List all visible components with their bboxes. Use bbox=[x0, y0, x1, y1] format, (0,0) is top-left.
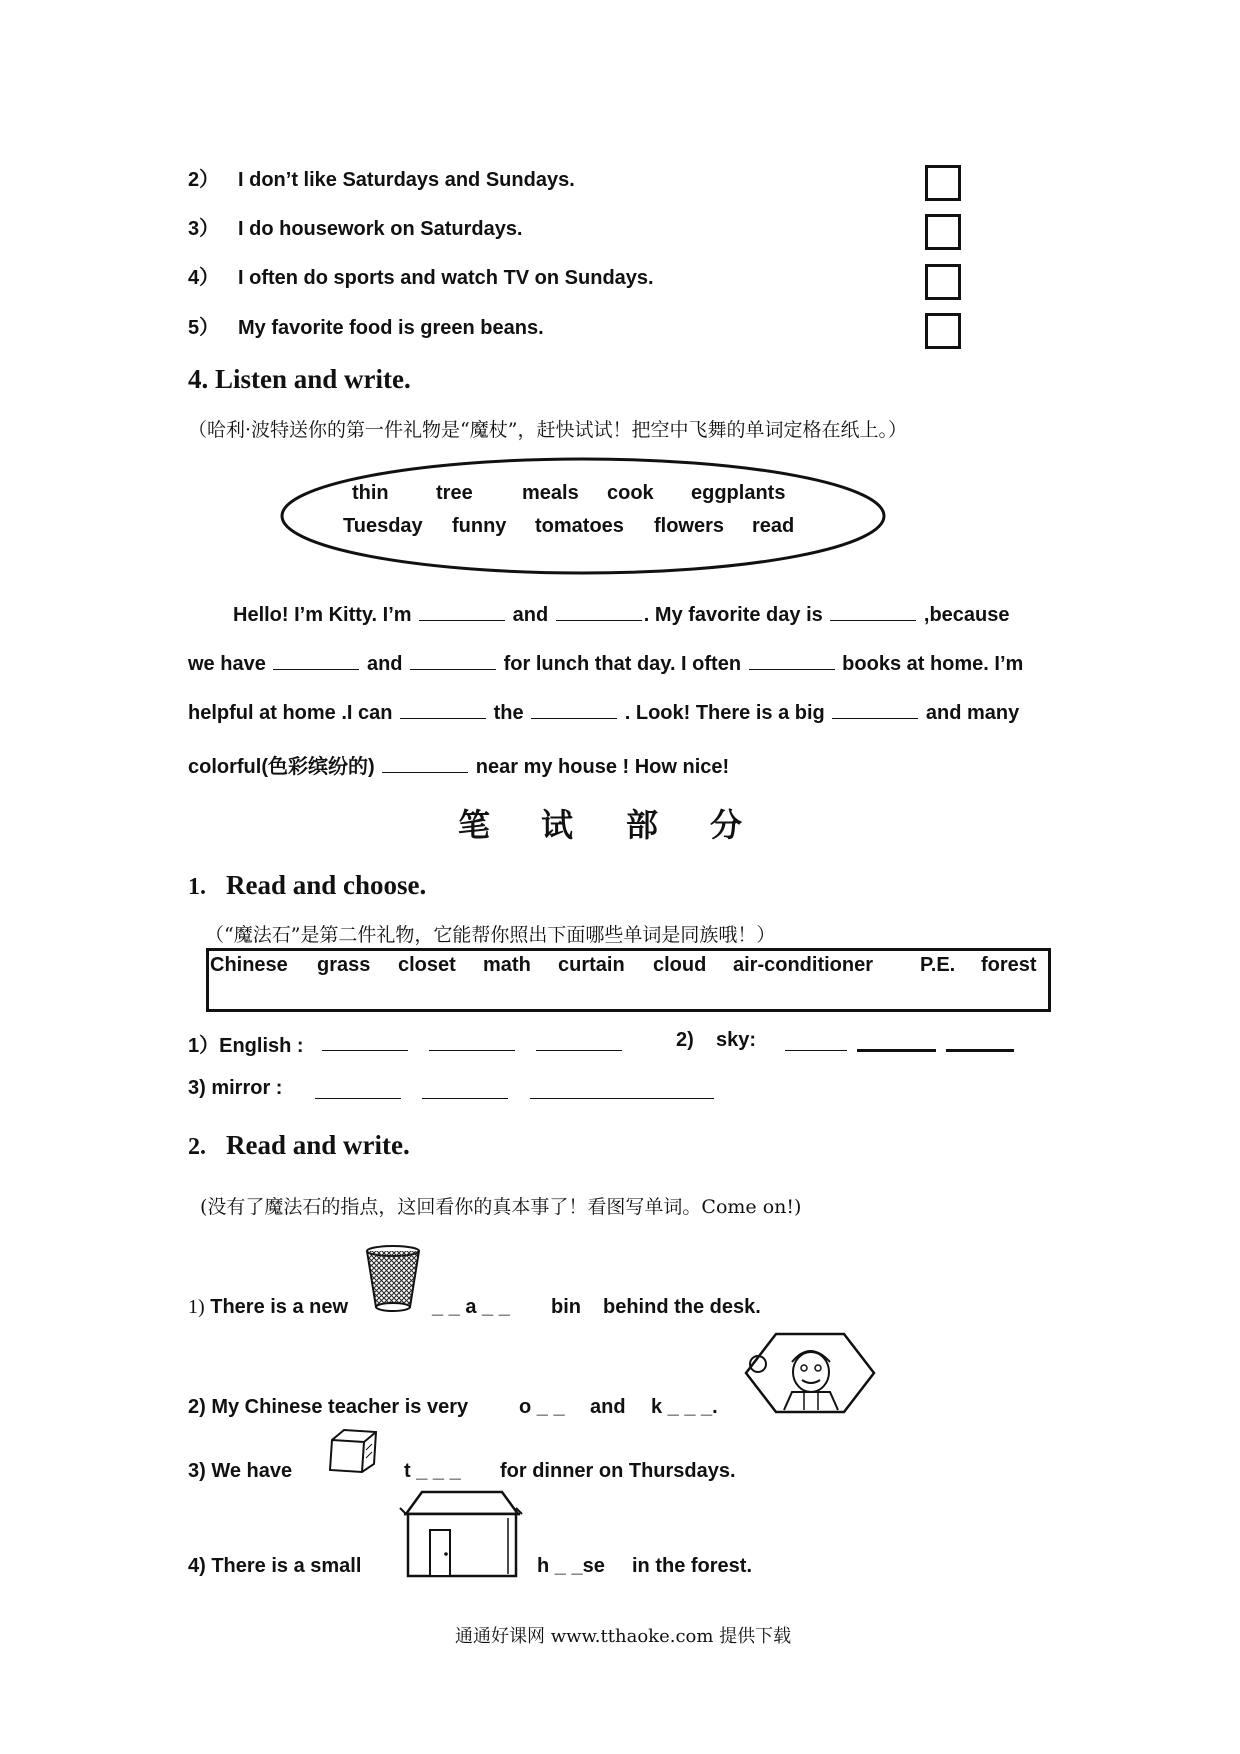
word-air-conditioner: air-conditioner bbox=[733, 954, 874, 976]
item-text: My favorite food is green beans. bbox=[238, 317, 544, 339]
listen-item-5 bbox=[188, 311, 544, 340]
word-puzzle[interactable]: k _ _ _. bbox=[651, 1396, 718, 1418]
passage-line-2 bbox=[188, 653, 1023, 676]
passage-line-1 bbox=[233, 604, 1010, 627]
word-closet: closet bbox=[398, 954, 456, 976]
answer-box-3[interactable] bbox=[925, 214, 961, 250]
item-number: 3） bbox=[188, 218, 220, 240]
question-text: in the forest. bbox=[632, 1555, 753, 1577]
question-text: behind the desk. bbox=[603, 1296, 761, 1318]
answer-blank[interactable] bbox=[830, 619, 916, 621]
word-forest: forest bbox=[981, 954, 1037, 976]
word-puzzle[interactable]: t _ _ _ bbox=[404, 1460, 461, 1482]
answer-box-4[interactable] bbox=[925, 264, 961, 300]
section-number: 1. bbox=[188, 874, 206, 900]
passage-text: for lunch that day. I often bbox=[503, 653, 742, 675]
item-number: 4） bbox=[188, 267, 220, 289]
passage-text: and bbox=[512, 604, 549, 626]
word-puzzle[interactable]: _ _ a _ _ bbox=[432, 1296, 510, 1318]
answer-blank[interactable] bbox=[556, 619, 642, 621]
question-text: bin bbox=[551, 1296, 581, 1318]
listen-item-3 bbox=[188, 212, 523, 241]
passage-text: Hello! I’m Kitty. I’m bbox=[233, 604, 412, 626]
passage-text: helpful at home .I can bbox=[188, 702, 393, 724]
written-part-title-char: 部 bbox=[626, 806, 659, 844]
question-text: for dinner on Thursdays. bbox=[500, 1460, 736, 1482]
item-text: I do housework on Saturdays. bbox=[238, 218, 523, 240]
section-number: 2. bbox=[188, 1134, 206, 1160]
word-puzzle[interactable]: h _ _se bbox=[537, 1555, 605, 1577]
word-flowers: flowers bbox=[654, 515, 725, 537]
word-meals: meals bbox=[522, 482, 579, 504]
passage-text: books at home. I’m bbox=[842, 653, 1024, 675]
answer-blank[interactable] bbox=[832, 717, 918, 719]
section-note: （哈利·波特送你的第一件礼物是“魔杖”，赶快试试！把空中飞舞的单词定格在纸上。） bbox=[188, 419, 907, 441]
word-chinese: Chinese bbox=[210, 954, 288, 976]
answer-box-5[interactable] bbox=[925, 313, 961, 349]
old-teacher-picture bbox=[742, 1330, 878, 1416]
question-text: There is a new bbox=[210, 1296, 349, 1318]
item-number: 2） bbox=[188, 169, 220, 191]
passage-line-3 bbox=[188, 702, 1019, 725]
tofu-picture bbox=[326, 1426, 382, 1476]
answer-box-2[interactable] bbox=[925, 165, 961, 201]
answer-line[interactable] bbox=[536, 1050, 622, 1051]
passage-text: . Look! There is a big bbox=[624, 702, 825, 724]
word-tuesday: Tuesday bbox=[343, 515, 423, 537]
word-funny: funny bbox=[452, 515, 507, 537]
question-sky-label: sky: bbox=[716, 1029, 757, 1051]
question-4-text: 4) There is a small bbox=[188, 1555, 362, 1577]
passage-line-4 bbox=[188, 750, 729, 779]
section-note: （“魔法石”是第二件礼物，它能帮你照出下面哪些单词是同族哦！） bbox=[205, 924, 776, 946]
footer-source: 通通好课网 www.tthaoke.com 提供下载 bbox=[455, 1626, 792, 1647]
question-number: 2) bbox=[676, 1029, 694, 1051]
word-curtain: curtain bbox=[558, 954, 625, 976]
answer-line[interactable] bbox=[857, 1049, 936, 1052]
section-heading-read-choose bbox=[188, 870, 426, 901]
answer-line[interactable] bbox=[429, 1050, 515, 1051]
written-part-title-char: 试 bbox=[541, 806, 574, 844]
section-note: (没有了魔法石的指点，这回看你的真本事了！看图写单词。Come on!) bbox=[200, 1196, 802, 1218]
passage-text: the bbox=[493, 702, 524, 724]
listen-item-2 bbox=[188, 163, 575, 192]
question-3-text: 3) We have bbox=[188, 1460, 293, 1482]
word-puzzle[interactable]: o _ _ bbox=[519, 1396, 565, 1418]
section-title: Read and write. bbox=[226, 1130, 410, 1160]
passage-text: colorful(色彩缤纷的) bbox=[188, 756, 375, 778]
written-part-title-char: 分 bbox=[710, 806, 743, 844]
word-read: read bbox=[752, 515, 795, 537]
answer-blank[interactable] bbox=[382, 771, 468, 773]
section-title: Read and choose. bbox=[226, 870, 427, 900]
passage-text: and many bbox=[925, 702, 1020, 724]
question-mirror-label: 3) mirror : bbox=[188, 1077, 283, 1099]
question-english-label: 1）English : bbox=[188, 1035, 304, 1057]
answer-blank[interactable] bbox=[531, 717, 617, 719]
section-heading-read-write bbox=[188, 1130, 410, 1161]
passage-text: . My favorite day is bbox=[643, 604, 823, 626]
passage-text: and bbox=[366, 653, 403, 675]
word-thin: thin bbox=[352, 482, 389, 504]
listen-item-4 bbox=[188, 261, 654, 290]
word-pe: P.E. bbox=[920, 954, 956, 976]
item-text: I often do sports and watch TV on Sundays. bbox=[238, 267, 654, 289]
answer-blank[interactable] bbox=[273, 668, 359, 670]
answer-blank[interactable] bbox=[410, 668, 496, 670]
passage-text: near my house ! How nice! bbox=[475, 756, 730, 778]
word-cloud: cloud bbox=[653, 954, 707, 976]
item-number: 5） bbox=[188, 317, 220, 339]
passage-text: ,because bbox=[923, 604, 1010, 626]
word-tree: tree bbox=[436, 482, 473, 504]
question-2-text: 2) My Chinese teacher is very bbox=[188, 1396, 469, 1418]
question-number: 1) bbox=[188, 1296, 205, 1318]
word-cook: cook bbox=[607, 482, 654, 504]
answer-line[interactable] bbox=[422, 1098, 508, 1099]
passage-text: we have bbox=[188, 653, 266, 675]
question-1 bbox=[188, 1296, 348, 1319]
answer-line[interactable] bbox=[530, 1098, 714, 1099]
word-eggplants: eggplants bbox=[691, 482, 786, 504]
answer-line[interactable] bbox=[322, 1050, 408, 1051]
item-text: I don’t like Saturdays and Sundays. bbox=[238, 169, 575, 191]
answer-line[interactable] bbox=[785, 1050, 847, 1051]
answer-line[interactable] bbox=[315, 1098, 401, 1099]
answer-blank[interactable] bbox=[749, 668, 835, 670]
question-text: and bbox=[590, 1396, 626, 1418]
answer-blank[interactable] bbox=[400, 717, 486, 719]
answer-line[interactable] bbox=[946, 1049, 1014, 1052]
house-picture bbox=[396, 1484, 526, 1584]
answer-blank[interactable] bbox=[419, 619, 505, 621]
written-part-title-char: 笔 bbox=[458, 806, 491, 844]
word-math: math bbox=[483, 954, 531, 976]
wastepaper-basket-picture bbox=[364, 1243, 422, 1315]
word-tomatoes: tomatoes bbox=[535, 515, 624, 537]
section-heading-listen-write: 4. Listen and write. bbox=[188, 364, 411, 394]
word-grass: grass bbox=[317, 954, 371, 976]
